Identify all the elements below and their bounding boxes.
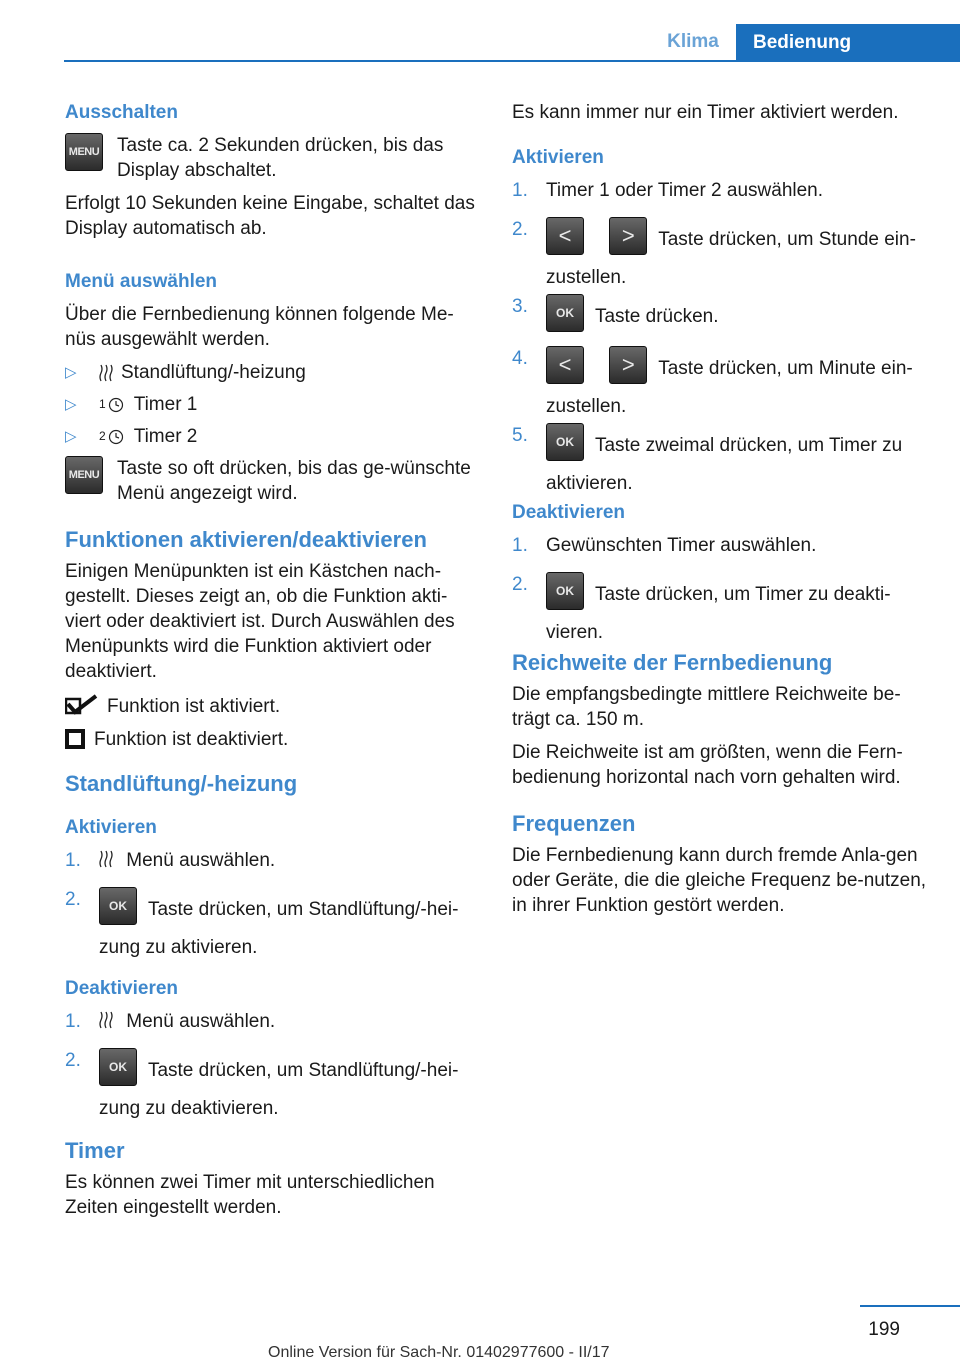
timer-number: 2 [99, 429, 106, 443]
heating-icon [99, 1011, 113, 1029]
step-text: Taste drücken, um Stunde ein‐zustellen. [546, 229, 916, 288]
reichweite-heading: Reichweite der Fernbedienung [512, 650, 833, 675]
list-item [512, 294, 932, 332]
menu-item-timer1 [65, 392, 480, 417]
list-item [512, 423, 932, 494]
funktionen-para: Einigen Menüpunkten ist ein Kästchen nach‐gestellt. Dieses zeigt an, ob die Funktion akti‐viert oder deaktiviert ist. Durch Auswählen des Menüpunkts wird die Funktion aktiviert oder deaktiviert. [65, 561, 455, 682]
bullet-triangle-icon: ▷ [65, 396, 77, 413]
page-number: 199 [868, 1319, 900, 1340]
timer-heading: Timer [65, 1138, 125, 1163]
menu-para: Über die Fernbedienung können folgende Me‐nüs ausgewählt werden. [65, 304, 454, 350]
ausschalten-key-row [65, 133, 480, 183]
timer-number: 1 [99, 397, 106, 411]
step-number: 2. [65, 889, 81, 910]
checked-row [65, 692, 480, 720]
bullet-triangle-icon: ▷ [65, 364, 77, 381]
menu-item-standl [65, 360, 480, 385]
checked-text: Funktion ist aktiviert. [107, 695, 281, 717]
timer-aktivieren-list [512, 178, 932, 494]
timer-deaktivieren-list [512, 533, 932, 643]
menu-key-icon: MENU [65, 133, 103, 171]
header-rule [64, 60, 960, 62]
clock-icon [108, 429, 124, 445]
step-text: Taste drücken, um Timer zu deakti‐vieren. [546, 584, 891, 643]
step-text: Taste drücken, um Standlüftung/-hei‐zung zu deaktivieren. [99, 1060, 459, 1119]
step-number: 2. [512, 219, 528, 240]
clock-icon [108, 397, 124, 413]
online-version-note: Online Version für Sach-Nr. 01402977600 - II/17 [268, 1344, 610, 1361]
list-item [65, 1048, 480, 1119]
intro-para: Es kann immer nur ein Timer aktiviert werden. [512, 102, 899, 123]
ok-key-icon: OK [99, 1048, 137, 1086]
reichweite-para-2: Die Reichweite ist am größten, wenn die Fern‐bedienung horizontal nach vorn gehalten wird. [512, 742, 903, 788]
ok-key-icon: OK [99, 887, 137, 925]
heating-icon [99, 850, 113, 868]
unchecked-row [65, 725, 480, 753]
checkbox-unchecked-icon [65, 729, 85, 749]
list-item [512, 346, 932, 417]
list-item [512, 178, 932, 203]
menu-item-label: Timer 2 [133, 426, 198, 447]
step-number: 5. [512, 425, 528, 446]
standl-heading: Standlüftung/-heizung [65, 771, 298, 796]
footer-rule [860, 1305, 960, 1307]
menu-item-timer2 [65, 424, 480, 449]
list-item [512, 572, 932, 643]
step-text: Taste drücken. [594, 306, 719, 327]
bullet-triangle-icon: ▷ [65, 428, 77, 445]
step-number: 1. [65, 850, 81, 871]
deaktivieren-list [65, 1009, 480, 1119]
aktivieren-heading: Aktivieren [65, 817, 157, 838]
aktivieren-heading-right: Aktivieren [512, 147, 604, 168]
list-item [512, 533, 932, 558]
step-text: Taste drücken, um Standlüftung/-hei‐zung zu aktivieren. [99, 899, 459, 958]
left-arrow-key-icon: < [546, 217, 584, 255]
step-text: Menü auswählen. [126, 850, 276, 871]
menu-key-row [65, 456, 480, 506]
left-column [65, 100, 480, 1228]
frequenzen-para: Die Fernbedienung kann durch fremde Anla‐gen oder Geräte, die die gleiche Frequenz be‐nutzen, in ihrer Funktion gestört werden. [512, 845, 927, 916]
step-number: 2. [65, 1050, 81, 1071]
menu-heading: Menü auswählen [65, 271, 218, 292]
deaktivieren-heading-right: Deaktivieren [512, 502, 626, 523]
step-number: 1. [65, 1011, 81, 1032]
menu-key-text: Taste so oft drücken, bis das ge‐wünschte Menü angezeigt wird. [117, 458, 471, 504]
list-item [65, 887, 480, 958]
funktionen-heading: Funktionen aktivieren/deaktivieren [65, 527, 427, 552]
left-arrow-key-icon: < [546, 346, 584, 384]
menu-item-label: Standlüftung/-heizung [121, 362, 306, 383]
step-text: Timer 1 oder Timer 2 auswählen. [546, 180, 824, 201]
menu-key-icon: MENU [65, 456, 103, 494]
deaktivieren-heading: Deaktivieren [65, 978, 179, 999]
list-item [65, 848, 480, 873]
right-arrow-key-icon: > [609, 217, 647, 255]
step-number: 3. [512, 296, 528, 317]
step-text: Gewünschten Timer auswählen. [546, 535, 817, 556]
list-item [65, 1009, 480, 1034]
frequenzen-heading: Frequenzen [512, 811, 636, 836]
ok-key-icon: OK [546, 423, 584, 461]
aktivieren-list [65, 848, 480, 958]
step-number: 1. [512, 535, 528, 556]
ausschalten-key-text: Taste ca. 2 Sekunden drücken, bis das Display abschaltet. [117, 135, 444, 181]
right-column [512, 100, 932, 926]
step-number: 2. [512, 574, 528, 595]
timer-para: Es können zwei Timer mit unterschiedlichen Zeiten eingestellt werden. [65, 1172, 435, 1218]
step-text: Taste drücken, um Minute ein‐zustellen. [546, 358, 913, 417]
heating-icon [99, 364, 113, 382]
unchecked-text: Funktion ist deaktiviert. [94, 728, 289, 750]
checkbox-checked-icon [65, 694, 99, 718]
step-text: Menü auswählen. [126, 1011, 276, 1032]
tab-klima[interactable]: Klima [667, 31, 719, 52]
menu-item-label: Timer 1 [133, 394, 198, 415]
right-arrow-key-icon: > [609, 346, 647, 384]
ausschalten-para: Erfolgt 10 Sekunden keine Eingabe, schaltet das Display automatisch ab. [65, 193, 475, 239]
ok-key-icon: OK [546, 294, 584, 332]
reichweite-para-1: Die empfangsbedingte mittlere Reichweite be‐trägt ca. 150 m. [512, 684, 901, 730]
step-number: 1. [512, 180, 528, 201]
list-item [512, 217, 932, 288]
ausschalten-heading: Ausschalten [65, 102, 178, 123]
step-number: 4. [512, 348, 528, 369]
tab-bedienung[interactable]: Bedienung [736, 24, 960, 61]
step-text: Taste zweimal drücken, um Timer zu aktivieren. [546, 435, 903, 494]
ok-key-icon: OK [546, 572, 584, 610]
